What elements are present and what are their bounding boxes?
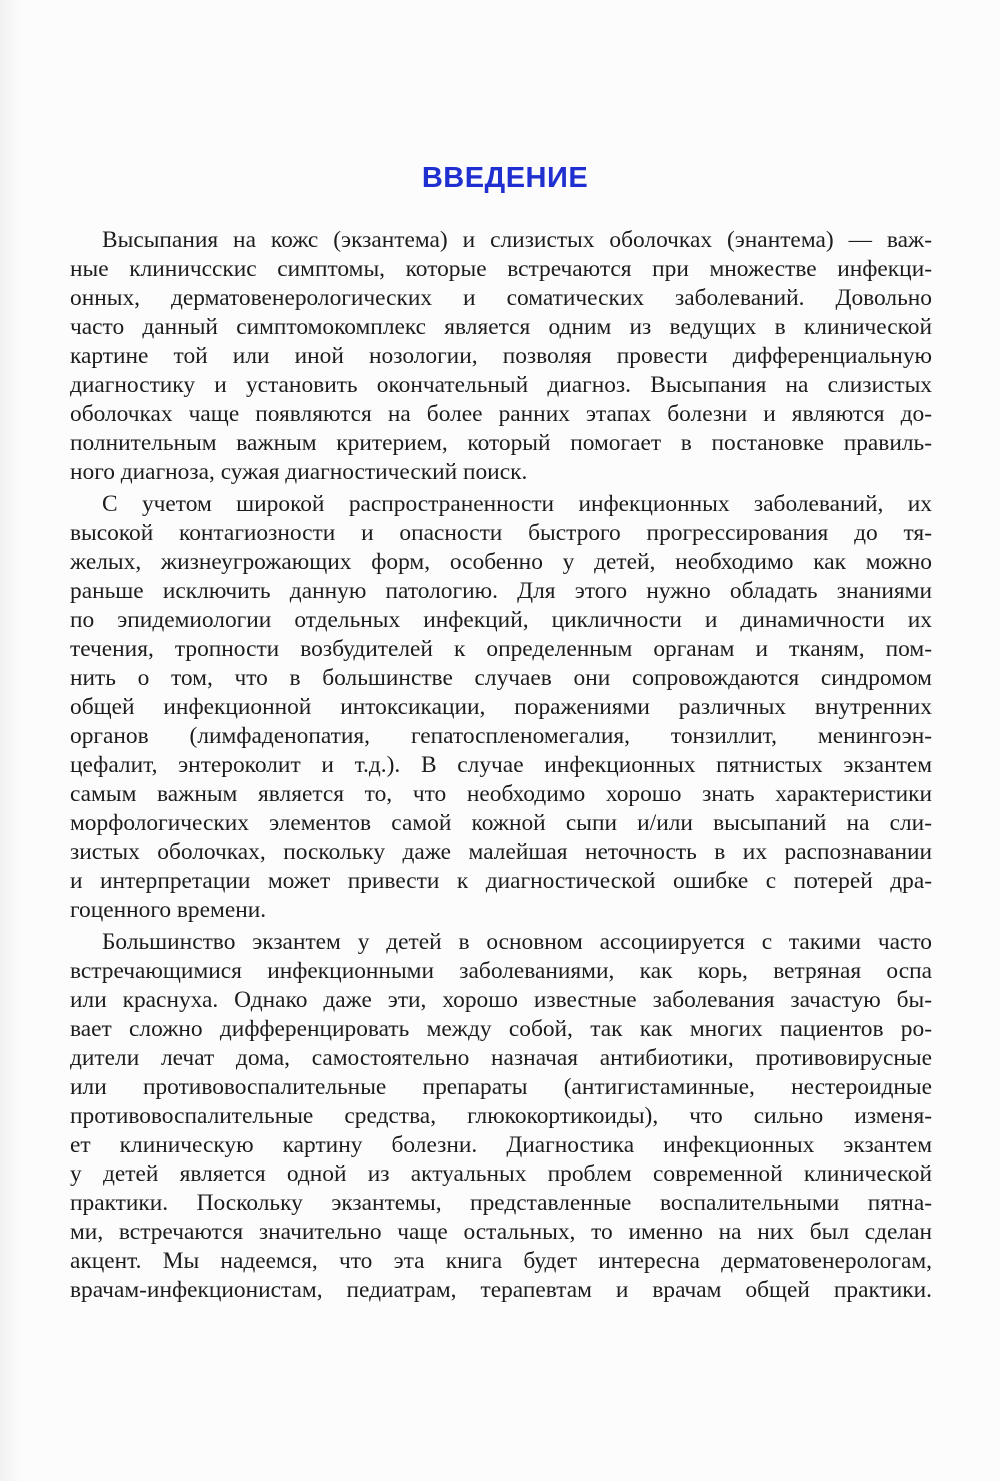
text-line: раньше исключить данную патологию. Для этого нужно обладать знаниями [70,578,932,604]
text-line: диагностику и установить окончательный диагноз. Высыпания на слизистых [70,372,932,398]
text-line: С учетом широкой распространенности инфекционных заболеваний, их [102,491,932,517]
text-line: встречающимися инфекционными заболеваниями, как корь, ветряная оспа [70,958,932,984]
text-line: желых, жизнеугрожающих форм, особенно у детей, необходимо как можно [70,549,932,575]
text-line: и интерпретации может привести к диагностической ошибке с потерей дра- [70,868,932,894]
text-line: часто данный симптомокомплекс является одним из ведущих в клинической [70,314,932,340]
paragraph-2 [70,490,932,925]
text-line: ные клиничсскис симптомы, которые встречаются при множестве инфекци- [70,256,932,282]
text-line: у детей является одной из актуальных проблем современной клинической [70,1161,932,1187]
text-line: гоценного времени. [70,897,267,923]
text-line: Высыпания на кожс (экзантема) и слизистых оболочках (энантема) — важ- [102,227,932,253]
text-line: оболочках чаще появляются на более ранних этапах болезни и являются до- [70,401,932,427]
text-line: вает сложно дифференцировать между собой, так как многих пациентов ро- [70,1016,932,1042]
text-line: течения, тропности возбудителей к определенным органам и тканям, пом- [70,636,932,662]
text-line: Большинство экзантем у детей в основном ассоциируется с такими часто [102,929,932,955]
text-line: полнительным важным критерием, который помогает в постановке правиль- [70,430,932,456]
body-text [70,226,932,1308]
text-line: ного диагноза, сужая диагностический поиск. [70,459,528,485]
text-line: цефалит, энтероколит и т.д.). В случае инфекционных пятнистых экзантем [70,752,932,778]
text-line: практики. Поскольку экзантемы, представленные воспалительными пятна- [70,1190,932,1216]
text-line: акцент. Мы надеемся, что эта книга будет интересна дерматовенерологам, [70,1248,932,1274]
text-line: морфологических элементов самой кожной сыпи и/или высыпаний на сли- [70,810,932,836]
paragraph-1 [70,226,932,487]
text-line: органов (лимфаденопатия, гепатоспленомегалия, тонзиллит, менингоэн- [70,723,932,749]
text-line: по эпидемиологии отдельных инфекций, цикличности и динамичности их [70,607,932,633]
text-line: общей инфекционной интоксикации, поражениями различных внутренних [70,694,932,720]
paragraph-3 [70,928,932,1305]
text-line: онных, дерматовенерологических и соматических заболеваний. Довольно [70,285,932,311]
page-gutter-shade [0,0,22,1481]
text-line: дители лечат дома, самостоятельно назначая антибиотики, противовирусные [70,1045,932,1071]
text-line: или краснуха. Однако даже эти, хорошо известные заболевания зачастую бы- [70,987,932,1013]
text-line: самым важным является то, что необходимо хорошо знать характеристики [70,781,932,807]
text-line: ми, встречаются значительно чаще остальных, то именно на них был сделан [70,1219,932,1245]
page-title: ВВЕДЕНИЕ [421,162,589,194]
text-line: противовоспалительные средства, глюкокортикоиды), что сильно изменя- [70,1103,932,1129]
text-line: высокой контагиозности и опасности быстрого прогрессирования до тя- [70,520,932,546]
text-line: зистых оболочках, поскольку даже малейшая неточность в их распознавании [70,839,932,865]
text-line: картине той или иной нозологии, позволяя провести дифференциальную [70,343,932,369]
text-line: врачам-инфекционистам, педиатрам, терапевтам и врачам общей практики. [70,1277,932,1303]
text-line: нить о том, что в большинстве случаев они сопровождаются синдромом [70,665,932,691]
text-line: ет клиническую картину болезни. Диагностика инфекционных экзантем [70,1132,932,1158]
text-line: или противовоспалительные препараты (антигистаминные, нестероидные [70,1074,932,1100]
